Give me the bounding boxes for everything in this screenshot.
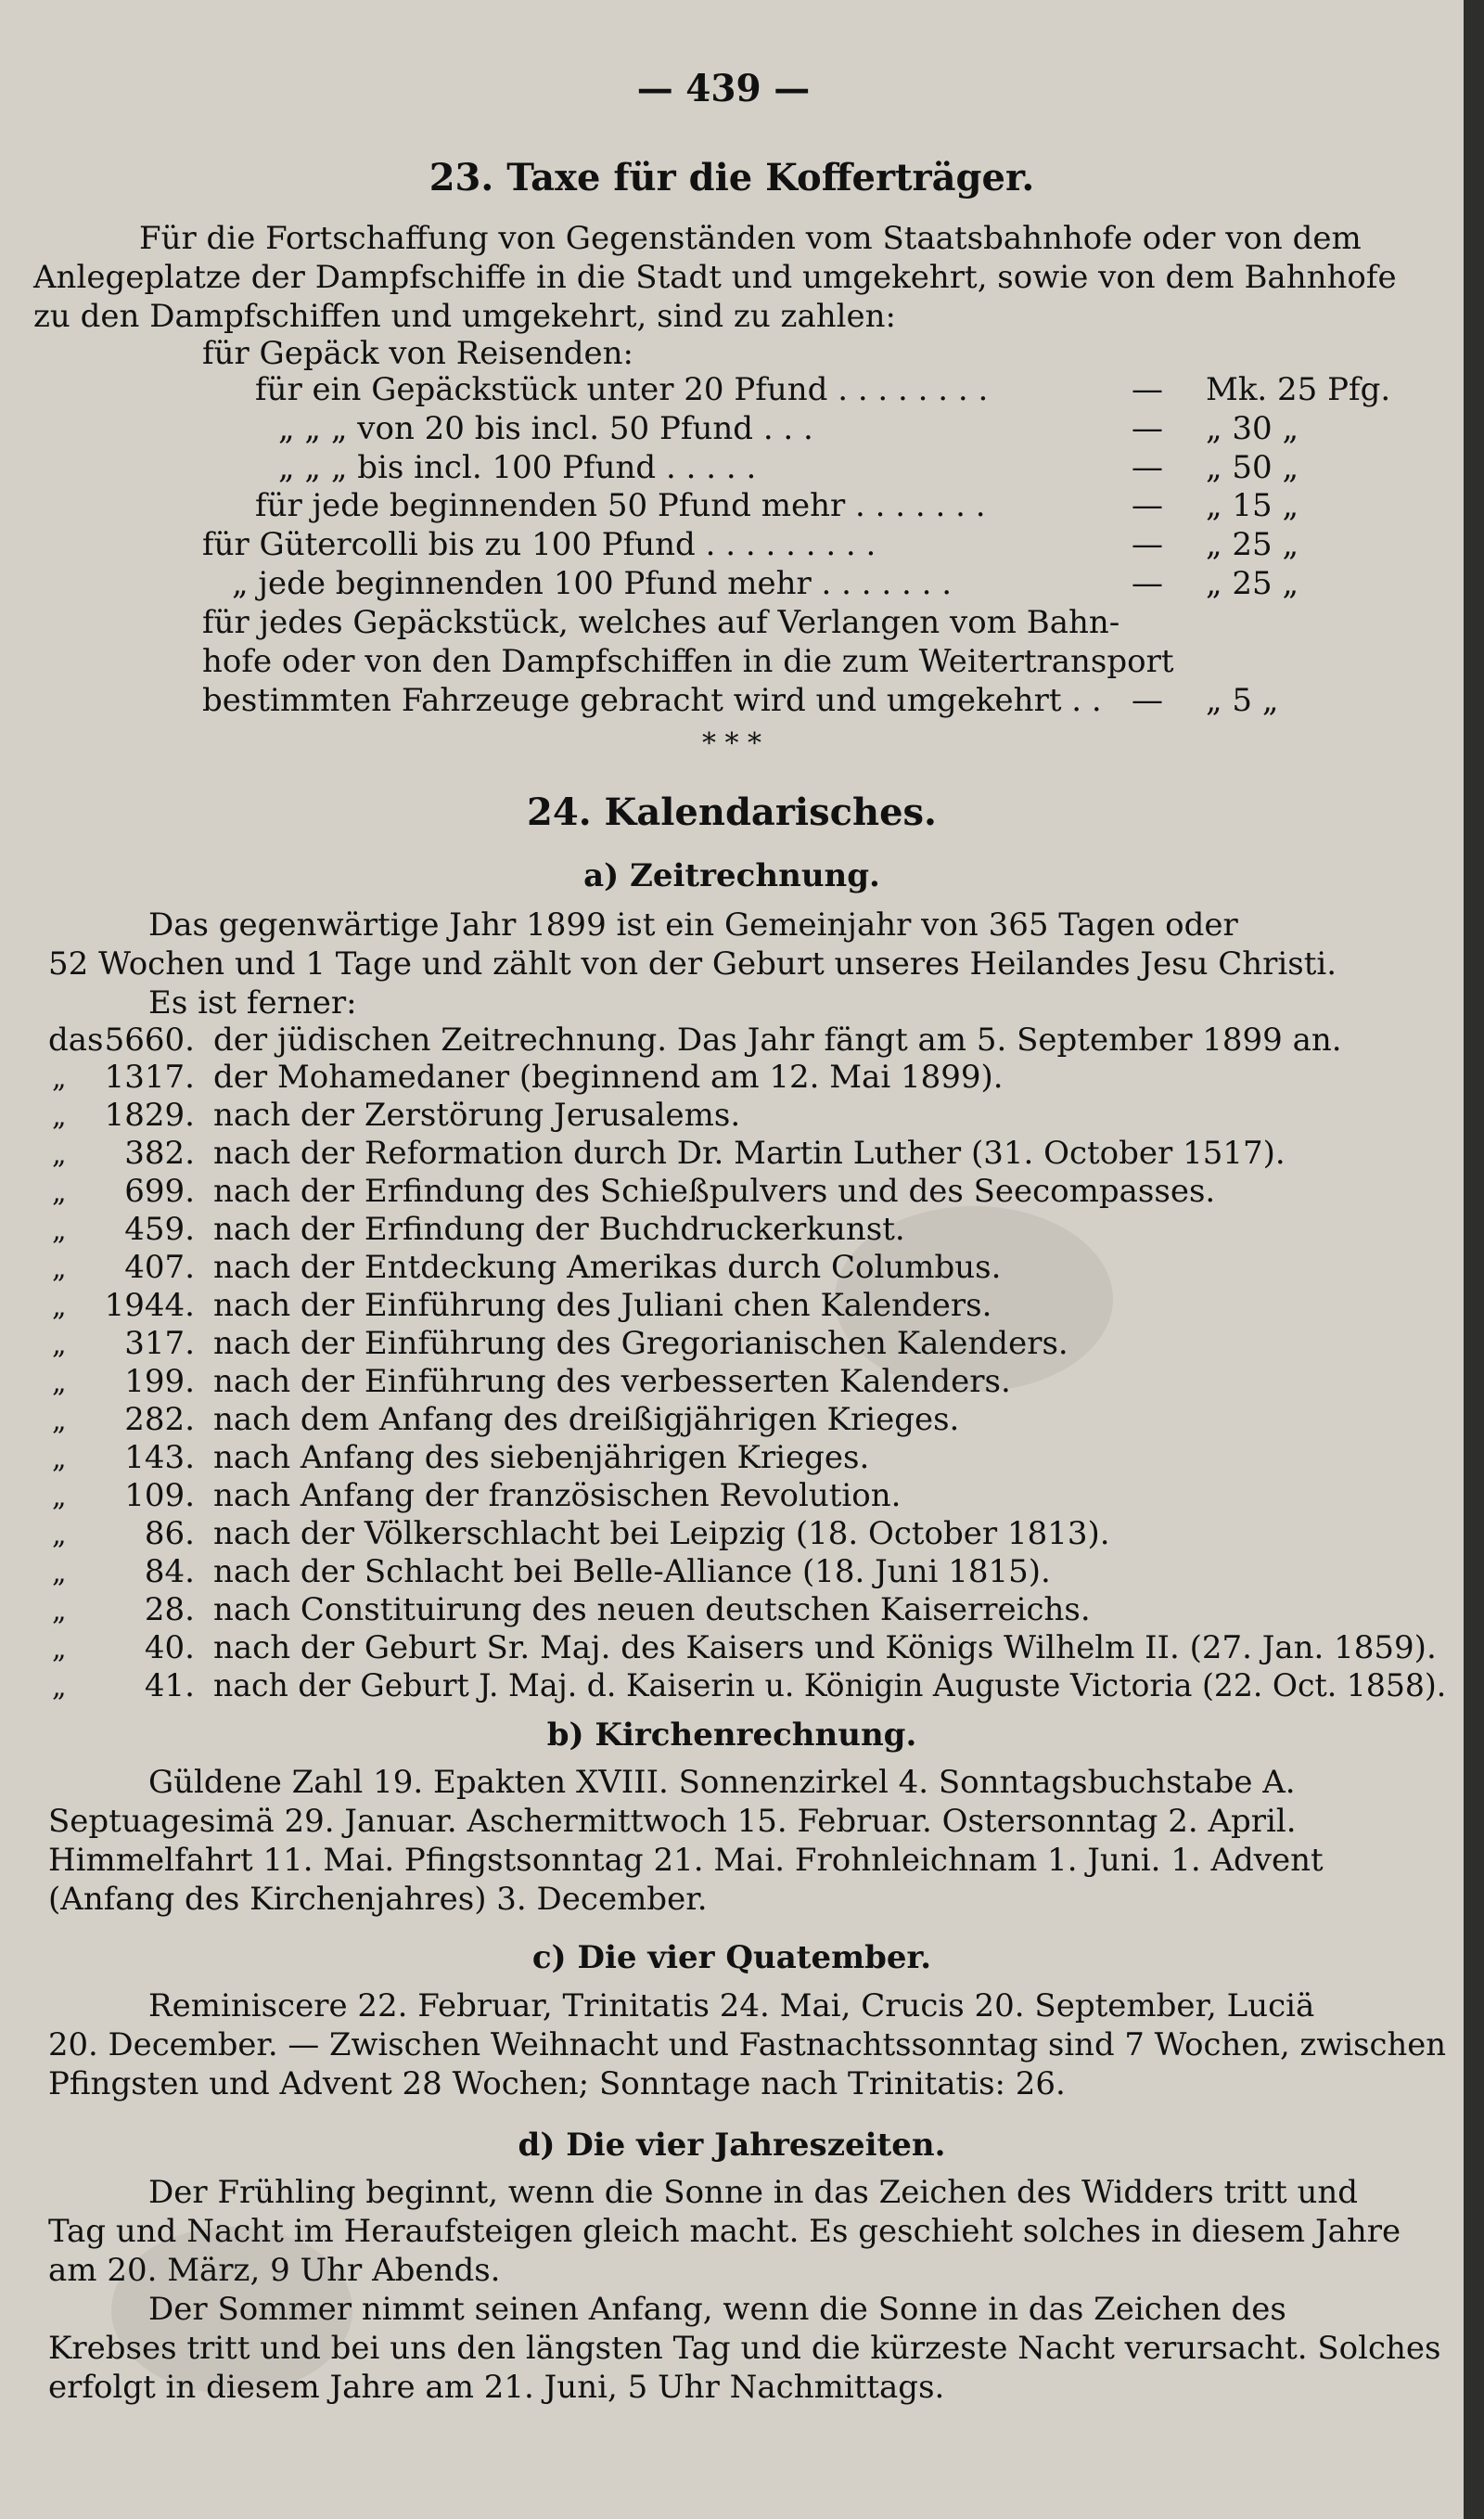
- section-separator-stars: * * *: [701, 727, 762, 760]
- subsection-a-intro-line: 52 Wochen und 1 Tage und zählt von der Geburt unseres Heilandes Jesu Christi.: [48, 945, 1337, 983]
- subsection-a-intro-line: Es ist ferner:: [148, 984, 357, 1022]
- calendar-row-text: nach der Einführung des Juliani chen Kalenders.: [213, 1287, 992, 1324]
- calendar-row-number: 5660.: [104, 1022, 195, 1059]
- ditto-mark: „: [52, 1291, 67, 1323]
- calendar-row-number: 143.: [124, 1439, 195, 1476]
- fee-row-label: „ jede beginnenden 100 Pfund mehr . . . . . . .: [232, 565, 953, 602]
- calendar-row-text: nach der Einführung des Gregorianischen Kalenders.: [213, 1325, 1068, 1362]
- fee-row-dash: —: [1132, 449, 1163, 486]
- fee-row-label: hofe oder von den Dampfschiffen in die zum Weitertransport: [202, 643, 1174, 680]
- subsection-b-line: Septuagesimä 29. Januar. Aschermittwoch 15. Februar. Ostersonntag 2. April.: [48, 1803, 1297, 1840]
- ditto-mark: „: [52, 1329, 67, 1361]
- fee-row-label: für Gütercolli bis zu 100 Pfund . . . . . . . . .: [202, 526, 876, 563]
- calendar-row-number: 41.: [144, 1667, 195, 1704]
- section-24-title: 24. Kalendarisches.: [527, 790, 937, 834]
- subsection-c-line: 20. December. — Zwischen Weihnacht und Fastnachtssonntag sind 7 Wochen, zwischen: [48, 2026, 1447, 2063]
- ditto-mark: „: [52, 1138, 67, 1171]
- calendar-row-number: 459.: [124, 1211, 195, 1248]
- ditto-mark: „: [52, 1100, 67, 1133]
- subsection-c-heading: c) Die vier Quatember.: [531, 1939, 932, 1976]
- ditto-mark: „: [52, 1557, 67, 1589]
- fee-row-amount: „ 25 „: [1206, 526, 1299, 563]
- fee-row-label: für ein Gepäckstück unter 20 Pfund . . . . . . . .: [255, 371, 989, 408]
- fee-row-dash: —: [1132, 410, 1163, 447]
- section-23-intro-line: Anlegeplatze der Dampfschiffe in die Stadt und umgekehrt, sowie von dem Bahnhofe: [33, 259, 1397, 296]
- calendar-row-text: nach Constituirung des neuen deutschen Kaiserreichs.: [213, 1591, 1091, 1628]
- subsection-d-line: erfolgt in diesem Jahre am 21. Juni, 5 Uhr Nachmittags.: [48, 2369, 945, 2406]
- calendar-row-text: der jüdischen Zeitrechnung. Das Jahr fängt am 5. September 1899 an.: [213, 1022, 1342, 1059]
- calendar-row-text: nach der Geburt Sr. Maj. des Kaisers und Königs Wilhelm II. (27. Jan. 1859).: [213, 1629, 1437, 1666]
- fee-row-dash: —: [1132, 526, 1163, 563]
- subsection-d-line: am 20. März, 9 Uhr Abends.: [48, 2252, 501, 2289]
- calendar-row-text: der Mohamedaner (beginnend am 12. Mai 1899).: [213, 1059, 1004, 1096]
- fee-row-amount: „ 30 „: [1206, 410, 1299, 447]
- ditto-mark: „: [52, 1062, 67, 1095]
- ditto-mark: „: [52, 1215, 67, 1247]
- section-23-intro-line: zu den Dampfschiffen und umgekehrt, sind zu zahlen:: [33, 298, 896, 335]
- calendar-row-number: 407.: [124, 1249, 195, 1286]
- section-23-subhead: für Gepäck von Reisenden:: [202, 335, 633, 372]
- section-23-intro-line: Für die Fortschaffung von Gegenständen vom Staatsbahnhofe oder von dem: [139, 220, 1362, 257]
- calendar-row-number: 86.: [144, 1515, 195, 1552]
- calendar-row-text: nach der Geburt J. Maj. d. Kaiserin u. Königin Auguste Victoria (22. Oct. 1858).: [213, 1667, 1447, 1704]
- calendar-row-text: nach der Entdeckung Amerikas durch Columbus.: [213, 1249, 1002, 1286]
- subsection-b-line: (Anfang des Kirchenjahres) 3. December.: [48, 1881, 708, 1918]
- subsection-b-line: Güldene Zahl 19. Epakten XVIII. Sonnenzirkel 4. Sonntagsbuchstabe A.: [148, 1764, 1296, 1801]
- fee-row-amount: „ 15 „: [1206, 487, 1299, 524]
- calendar-row-text: nach der Erfindung des Schießpulvers und des Seecompasses.: [213, 1173, 1216, 1210]
- calendar-row-number: 40.: [144, 1629, 195, 1666]
- fee-row-label: bestimmten Fahrzeuge gebracht wird und umgekehrt . .: [202, 682, 1102, 719]
- calendar-row-number: 1944.: [104, 1287, 195, 1324]
- subsection-c-line: Pfingsten und Advent 28 Wochen; Sonntage nach Trinitatis: 26.: [48, 2065, 1066, 2102]
- subsection-d-line: Der Sommer nimmt seinen Anfang, wenn die Sonne in das Zeichen des: [148, 2291, 1286, 2328]
- subsection-a-intro-line: Das gegenwärtige Jahr 1899 ist ein Gemeinjahr von 365 Tagen oder: [148, 906, 1238, 944]
- calendar-row-text: nach der Schlacht bei Belle-Alliance (18. Juni 1815).: [213, 1553, 1051, 1590]
- fee-row-label: für jedes Gepäckstück, welches auf Verlangen vom Bahn-: [202, 604, 1120, 641]
- calendar-row-number: 109.: [124, 1477, 195, 1514]
- fee-row-dash: —: [1132, 565, 1163, 602]
- ditto-mark: „: [52, 1671, 67, 1703]
- fee-row-dash: —: [1132, 487, 1163, 524]
- ditto-mark: „: [52, 1253, 67, 1285]
- subsection-a-heading: a) Zeitrechnung.: [583, 857, 880, 894]
- ditto-mark: „: [52, 1367, 67, 1399]
- ditto-mark: „: [52, 1176, 67, 1209]
- fee-row-amount: Mk. 25 Pfg.: [1206, 371, 1391, 408]
- calendar-row-text: nach dem Anfang des dreißigjährigen Krieges.: [213, 1401, 960, 1438]
- fee-row-amount: „ 25 „: [1206, 565, 1299, 602]
- calendar-row-number: 699.: [124, 1173, 195, 1210]
- ditto-mark: „: [52, 1443, 67, 1475]
- subsection-b-heading: b) Kirchenrechnung.: [546, 1716, 917, 1754]
- calendar-row-text: nach der Reformation durch Dr. Martin Luther (31. October 1517).: [213, 1135, 1286, 1172]
- calendar-row-number: 282.: [124, 1401, 195, 1438]
- calendar-row-number: 28.: [144, 1591, 195, 1628]
- calendar-row-number: 1317.: [104, 1059, 195, 1096]
- subsection-d-line: Krebses tritt und bei uns den längsten Tag und die kürzeste Nacht verursacht. Solches: [48, 2330, 1441, 2367]
- calendar-row-number: 317.: [124, 1325, 195, 1362]
- subsection-d-heading: d) Die vier Jahreszeiten.: [518, 2127, 946, 2164]
- ditto-mark: „: [52, 1595, 67, 1627]
- calendar-row-number: 84.: [144, 1553, 195, 1590]
- calendar-row-text: nach Anfang des siebenjährigen Krieges.: [213, 1439, 870, 1476]
- calendar-row-text: nach Anfang der französischen Revolution.: [213, 1477, 902, 1514]
- calendar-row-number: 1829.: [104, 1097, 195, 1134]
- ditto-mark: „: [52, 1405, 67, 1437]
- section-23-title: 23. Taxe für die Kofferträger.: [429, 156, 1035, 199]
- calendar-row-number: 382.: [124, 1135, 195, 1172]
- calendar-row-prefix: das: [48, 1022, 104, 1059]
- calendar-row-text: nach der Zerstörung Jerusalems.: [213, 1097, 741, 1134]
- ditto-mark: „: [52, 1519, 67, 1551]
- calendar-row-text: nach der Einführung des verbesserten Kalenders.: [213, 1363, 1011, 1400]
- subsection-d-line: Tag und Nacht im Heraufsteigen gleich macht. Es geschieht solches in diesem Jahre: [48, 2213, 1401, 2250]
- fee-row-amount: „ 50 „: [1206, 449, 1299, 486]
- ditto-mark: „: [52, 1633, 67, 1665]
- fee-row-label: für jede beginnenden 50 Pfund mehr . . . . . . .: [255, 487, 986, 524]
- subsection-d-line: Der Frühling beginnt, wenn die Sonne in das Zeichen des Widders tritt und: [148, 2174, 1359, 2211]
- subsection-c-line: Reminiscere 22. Februar, Trinitatis 24. Mai, Crucis 20. September, Luciä: [148, 1987, 1315, 2024]
- page-number: — 439 —: [636, 67, 811, 110]
- subsection-b-line: Himmelfahrt 11. Mai. Pfingstsonntag 21. Mai. Frohnleichnam 1. Juni. 1. Advent: [48, 1842, 1324, 1879]
- ditto-mark: „: [52, 1481, 67, 1513]
- fee-row-dash: —: [1132, 682, 1163, 719]
- fee-row-dash: —: [1132, 371, 1163, 408]
- calendar-row-text: nach der Erfindung der Buchdruckerkunst.: [213, 1211, 905, 1248]
- fee-row-label: „ „ „ von 20 bis incl. 50 Pfund . . .: [278, 410, 813, 447]
- calendar-row-text: nach der Völkerschlacht bei Leipzig (18. October 1813).: [213, 1515, 1110, 1552]
- calendar-row-number: 199.: [124, 1363, 195, 1400]
- fee-row-label: „ „ „ bis incl. 100 Pfund . . . . .: [278, 449, 757, 486]
- fee-row-amount: „ 5 „: [1206, 682, 1279, 719]
